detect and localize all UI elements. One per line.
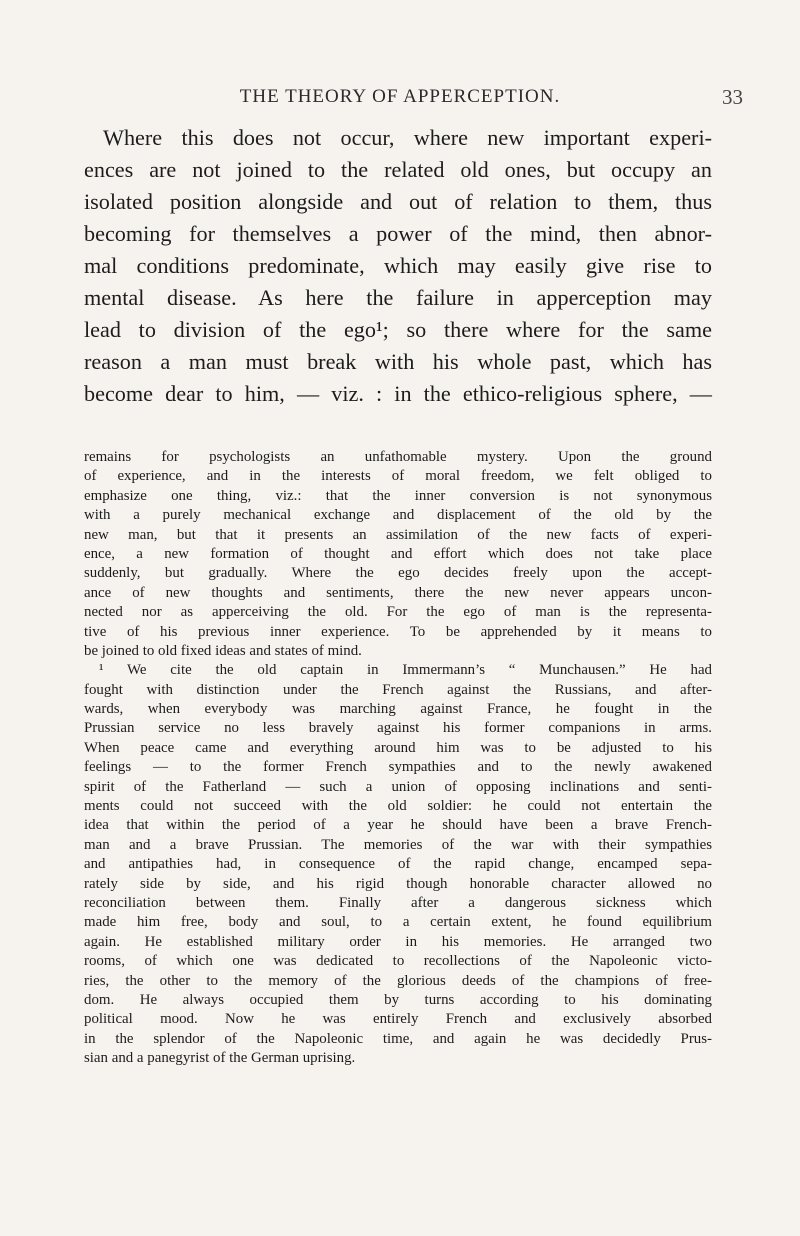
footnote-line: of experience, and in the interests of moral freedom, we felt obliged to xyxy=(84,468,712,485)
footnote-line: ries, the other to the memory of the glorious deeds of the champions of free- xyxy=(84,972,712,989)
footnotes xyxy=(84,448,712,1069)
footnote-line: feelings — to the former French sympathies and to the newly awakened xyxy=(84,759,712,776)
footnote-line: ments could not succeed with the old soldier: he could not entertain the xyxy=(84,798,712,815)
footnote-line: made him free, body and soul, to a certain extent, he found equilibrium xyxy=(84,914,712,931)
footnote-line: nected nor as apperceiving the old. For the ego of man is the representa- xyxy=(84,604,712,621)
footnote-line: remains for psychologists an unfathomable mystery. Upon the ground xyxy=(84,449,712,465)
footnote-line: dom. He always occupied them by turns according to his dominating xyxy=(84,991,712,1008)
body-line: ences are not joined to the related old ones, but occupy an xyxy=(84,157,712,182)
footnote-line: reconciliation between them. Finally after a dangerous sickness which xyxy=(84,894,712,911)
footnote-line: rately side by side, and his rigid though honorable character allowed no xyxy=(84,875,712,892)
footnote-line: be joined to old fixed ideas and states of mind. xyxy=(84,642,362,659)
footnote-line: ¹ We cite the old captain in Immermann’s “ Munchausen.” He had xyxy=(99,662,712,679)
footnote-line: spirit of the Fatherland — such a union of opposing inclinations and senti- xyxy=(84,778,712,795)
footnote-line: tive of his previous inner experience. To be apprehended by it means to xyxy=(84,623,712,640)
footnote-line: When peace came and everything around him was to be adjusted to his xyxy=(84,739,712,756)
body-line: reason a man must break with his whole past, which has xyxy=(84,349,712,374)
body-line: Where this does not occur, where new important experi- xyxy=(103,125,712,150)
running-title: THE THEORY OF APPERCEPTION. xyxy=(239,86,561,107)
body-line: isolated position alongside and out of relation to them, thus xyxy=(84,189,712,214)
footnote-line: ance of new thoughts and sentiments, there the new never appears uncon- xyxy=(84,584,712,601)
footnote-line: idea that within the period of a year he should have been a brave French- xyxy=(84,817,712,834)
footnote-line: man and a brave Prussian. The memories of the war with their sympathies xyxy=(84,836,712,853)
footnote-line: emphasize one thing, viz.: that the inner conversion is not synonymous xyxy=(84,487,712,504)
body-line: become dear to him, — viz. : in the ethico-religious sphere, — xyxy=(84,381,712,406)
running-head xyxy=(0,86,800,116)
body-line: lead to division of the ego¹; so there where for the same xyxy=(84,317,712,342)
body-paragraph xyxy=(84,122,712,410)
footnote-line: sian and a panegyrist of the German uprising. xyxy=(84,1050,356,1067)
footnote-line: ence, a new formation of thought and effort which does not take place xyxy=(84,545,712,562)
page-number: 33 xyxy=(722,85,743,109)
footnote-line: new man, but that it presents an assimilation of the new facts of experi- xyxy=(84,526,712,543)
footnote-line: political mood. Now he was entirely French and exclusively absorbed xyxy=(84,1011,712,1028)
footnote-line: in the splendor of the Napoleonic time, and again he was decidedly Prus- xyxy=(84,1030,712,1047)
body-line: mental disease. As here the failure in apperception may xyxy=(84,285,712,310)
footnote-line: again. He established military order in his memories. He arranged two xyxy=(84,933,712,950)
body-line: becoming for themselves a power of the mind, then abnor- xyxy=(84,221,712,246)
body-line: mal conditions predominate, which may easily give rise to xyxy=(84,253,712,278)
footnote-line: with a purely mechanical exchange and displacement of the old by the xyxy=(84,507,712,524)
footnote-line: and antipathies had, in consequence of the rapid change, encamped sepa- xyxy=(84,856,712,873)
footnote-line: rooms, of which one was dedicated to recollections of the Napoleonic victo- xyxy=(84,953,712,970)
footnote-line: suddenly, but gradually. Where the ego decides freely upon the accept- xyxy=(84,565,712,582)
footnote-line: Prussian service no less bravely against his former companions in arms. xyxy=(84,720,712,737)
footnote-line: wards, when everybody was marching against France, he fought in the xyxy=(84,701,712,718)
footnote-line: fought with distinction under the French against the Russians, and after- xyxy=(84,681,712,698)
